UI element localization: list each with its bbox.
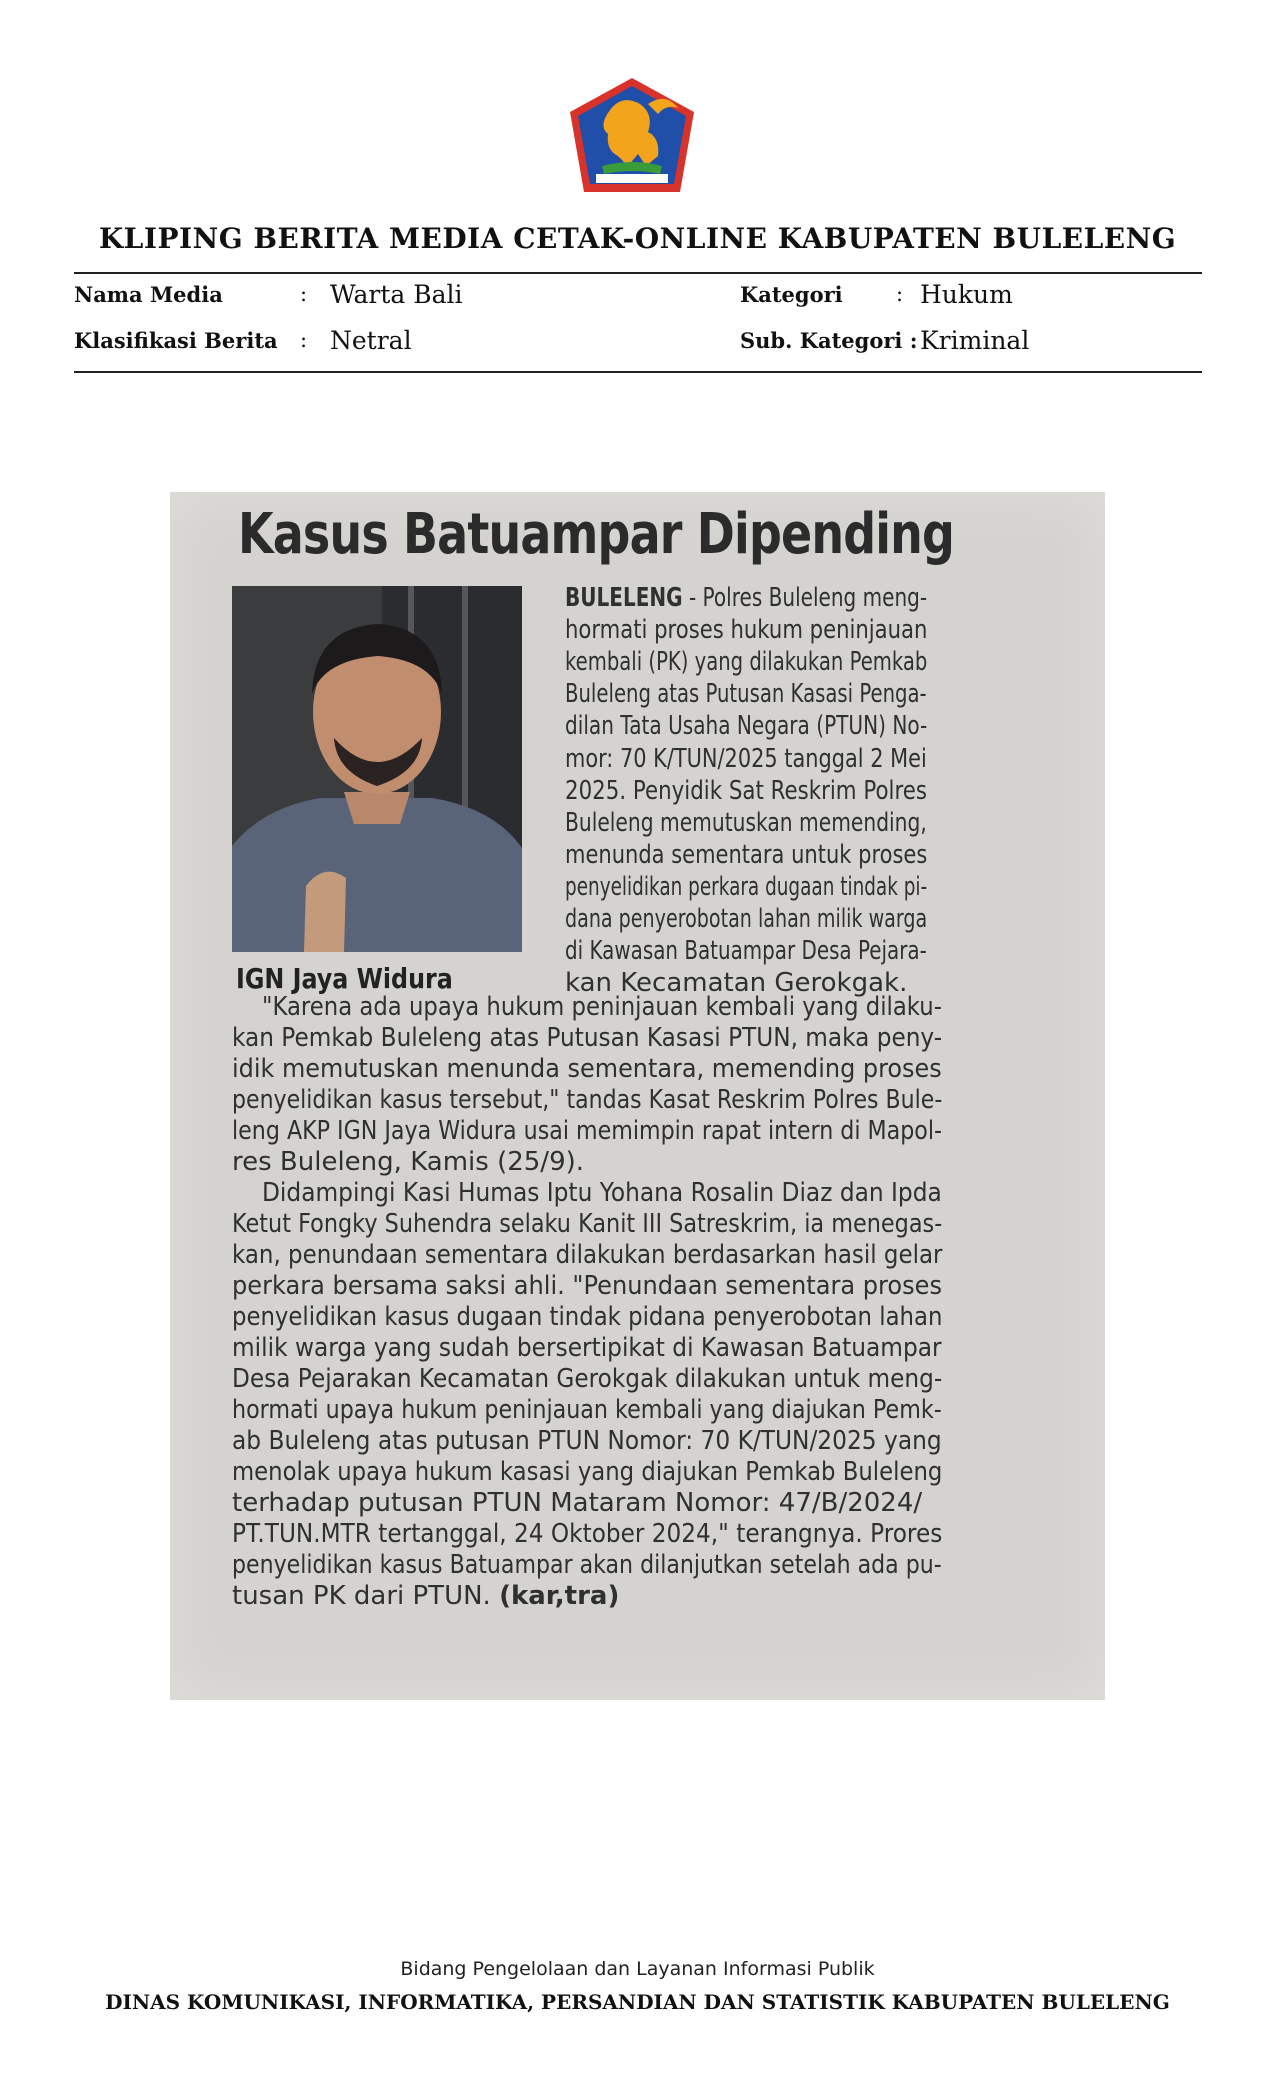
article-line (232, 1518, 943, 1550)
article-line-text: res Buleleng, Kamis (25/9). (232, 1147, 585, 1177)
article-line-text: kan Pemkab Buleleng atas Putusan Kasasi PTUN, maka peny- (232, 1023, 943, 1053)
article-line-text: penyelidikan kasus dugaan tindak pidana penyerobotan lahan (232, 1302, 943, 1332)
article-line-text: kembali (PK) yang dilakukan Pemkab (565, 647, 928, 678)
article-line (232, 1084, 943, 1116)
article-line-text: leng AKP IGN Jaya Widura usai memimpin rapat intern di Mapol- (232, 1116, 943, 1146)
article-photo (232, 586, 522, 952)
singa-ambara-raja-logo (562, 74, 702, 200)
article-line (232, 1146, 942, 1178)
article-line-text: ab Buleleng atas putusan PTUN Nomor: 70 K/TUN/2025 yang (232, 1426, 942, 1456)
article-line-text: Didampingi Kasi Humas Iptu Yohana Rosalin Diaz dan Ipda (262, 1178, 942, 1208)
article-line (565, 775, 928, 807)
klasifikasi-colon: : (300, 328, 308, 352)
header-bottom-rule (74, 371, 1202, 373)
article-line (565, 903, 928, 935)
article-headline: Kasus Batuampar Dipending (238, 502, 955, 567)
clipping-title: KLIPING BERITA MEDIA CETAK-ONLINE KABUPATEN BULELENG (98, 222, 1177, 255)
kategori-label: Kategori (740, 282, 843, 307)
footer-division: Bidang Pengelolaan dan Layanan Informasi Publik (400, 1958, 875, 1980)
article-line (232, 1115, 943, 1147)
article-line-text: menolak upaya hukum kasasi yang diajukan Pemkab Buleleng (232, 1457, 943, 1487)
article-line (565, 614, 928, 646)
article-line-text: Buleleng memutuskan memending, (565, 807, 927, 838)
article-line-text: kan, penundaan sementara dilakukan berdasarkan hasil gelar (232, 1240, 943, 1270)
article-line (565, 646, 928, 678)
article-line (565, 710, 928, 742)
article-line-text: milik warga yang sudah bersertipikat di Kawasan Batuampar (232, 1333, 942, 1363)
article-line (232, 1332, 942, 1364)
article-line-text: menunda sementara untuk proses (565, 839, 928, 870)
article-line (232, 1022, 943, 1054)
article-line-text: di Kawasan Batuampar Desa Pejara- (565, 936, 927, 967)
article-line (565, 807, 927, 839)
article-line (565, 871, 928, 903)
article-line (565, 582, 928, 614)
photo-caption: IGN Jaya Widura (236, 962, 453, 995)
sub-kategori-label: Sub. Kategori : (740, 328, 918, 353)
article-line-text: mor: 70 K/TUN/2025 tanggal 2 Mei (565, 743, 927, 774)
article-line-text: Desa Pejarakan Kecamatan Gerokgak dilakukan untuk meng- (232, 1364, 943, 1394)
article-line (232, 1425, 942, 1457)
nama-media-label: Nama Media (74, 282, 223, 307)
dateline: BULELENG (565, 583, 683, 613)
kategori-colon: : (896, 282, 904, 306)
article-line (232, 1053, 942, 1085)
article-line (565, 678, 927, 710)
article-line-text: idik memutuskan menunda sementara, memending proses (232, 1054, 942, 1084)
article-line (232, 1487, 942, 1519)
article-line (232, 1301, 943, 1333)
article-line (262, 1177, 942, 1209)
article-line (232, 1239, 943, 1271)
article-line (232, 1394, 942, 1426)
article-line (565, 839, 928, 871)
article-line-text: perkara bersama saksi ahli. "Penundaan sementara proses (232, 1271, 943, 1301)
article-line-text: 2025. Penyidik Sat Reskrim Polres (565, 775, 928, 806)
article-line-text: hormati proses hukum peninjauan (565, 615, 928, 646)
article-line-text: - Polres Buleleng meng- (682, 583, 928, 613)
header-top-rule (74, 272, 1202, 274)
article-line-text: dilan Tata Usaha Negara (PTUN) No- (565, 711, 928, 742)
article-line-text: penyelidikan perkara dugaan tindak pi- (565, 871, 928, 902)
article-line (565, 743, 927, 775)
article-line (232, 1549, 942, 1581)
article-line (565, 935, 927, 967)
klasifikasi-label: Klasifikasi Berita (74, 328, 278, 353)
article-line (232, 1208, 943, 1240)
kategori-value: Hukum (920, 280, 1013, 309)
article-line-text: penyelidikan kasus tersebut," tandas Kasat Reskrim Polres Bule- (232, 1085, 943, 1115)
article-line (232, 1456, 943, 1488)
nama-media-value: Warta Bali (330, 280, 463, 309)
article-line-text: Ketut Fongky Suhendra selaku Kanit III Satreskrim, ia menegas- (232, 1209, 943, 1239)
sub-kategori-value: Kriminal (920, 326, 1030, 355)
article-line-text: terhadap putusan PTUN Mataram Nomor: 47/B/2024/ (232, 1488, 923, 1518)
newspaper-clipping (170, 492, 1105, 1700)
footer-agency: DINAS KOMUNIKASI, INFORMATIKA, PERSANDIAN DAN STATISTIK KABUPATEN BULELENG (105, 1990, 1170, 2014)
nama-media-colon: : (300, 282, 308, 306)
article-line-text: dana penyerobotan lahan milik warga (565, 904, 928, 934)
article-line (232, 1363, 943, 1395)
klasifikasi-value: Netral (330, 326, 412, 355)
article-line-text: kan Kecamatan Gerokgak. (565, 968, 908, 999)
article-line-text: "Karena ada upaya hukum peninjauan kembali yang dilaku- (262, 992, 942, 1022)
article-line (232, 1270, 943, 1302)
article-line-text: penyelidikan kasus Batuampar akan dilanjutkan setelah ada pu- (232, 1550, 942, 1580)
article-line (262, 991, 942, 1023)
article-line-text: hormati upaya hukum peninjauan kembali yang diajukan Pemk- (232, 1395, 942, 1425)
article-line (232, 1580, 942, 1612)
article-line-text: PT.TUN.MTR tertanggal, 24 Oktober 2024," terangnya. Prores (232, 1519, 943, 1549)
article-line-text: Buleleng atas Putusan Kasasi Penga- (565, 679, 927, 710)
article-line-text: tusan PK dari PTUN. (232, 1581, 500, 1611)
reporter-signature: (kar,tra) (499, 1581, 620, 1611)
